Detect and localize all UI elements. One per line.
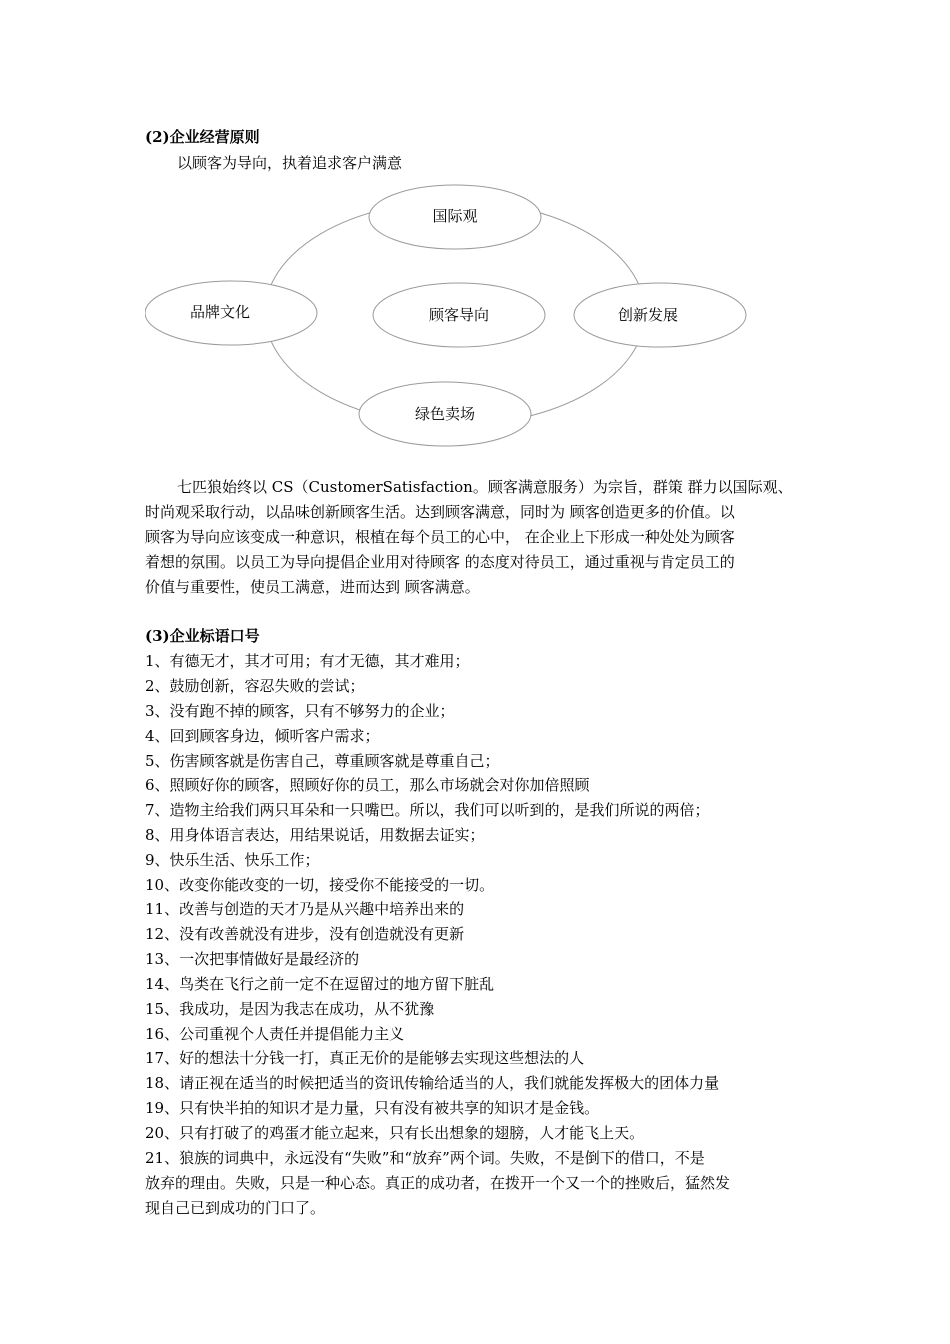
node-left-label: 品牌文化: [189, 303, 250, 321]
slogan-item: 2、鼓励创新，容忍失败的尝试；: [145, 677, 365, 695]
slogan-item: 11、改善与创造的天才乃是从兴趣中培养出来的: [145, 900, 465, 918]
slogan-item: 8、用身体语言表达，用结果说话，用数据去证实；: [145, 826, 485, 844]
slogan-item: 6、照顾好你的顾客，照顾好你的员工，那么市场就会对你加倍照顾: [145, 776, 590, 794]
slogan-item: 15、我成功，是因为我志在成功，从不犹豫: [145, 1000, 435, 1018]
slogan-item: 21、狼族的词典中，永远没有“失败”和“放弃”两个词。失败，不是倒下的借口，不是: [145, 1149, 705, 1167]
slogan-item: 12、没有改善就没有进步，没有创造就没有更新: [145, 925, 465, 943]
slogan-item: 20、只有打破了的鸡蛋才能立起来，只有长出想象的翅膀，人才能飞上天。: [145, 1124, 645, 1142]
node-top-label: 国际观: [432, 207, 478, 225]
paragraph-line: 价值与重要性，使员工满意，进而达到 顾客满意。: [145, 578, 480, 596]
slogan-item: 放弃的理由。失败，只是一种心态。真正的成功者，在拨开一个又一个的挫败后，猛然发: [145, 1174, 731, 1192]
slogan-item: 3、没有跑不掉的顾客，只有不够努力的企业；: [145, 702, 455, 720]
slogan-item: 17、好的想法十分钱一打，真正无价的是能够去实现这些想法的人: [145, 1049, 585, 1067]
slogan-item: 4、回到顾客身边，倾听客户需求；: [145, 727, 380, 745]
node-bottom-label: 绿色卖场: [414, 405, 475, 423]
slogan-item: 18、请正视在适当的时候把适当的资讯传输给适当的人，我们就能发挥极大的团体力量: [145, 1074, 720, 1092]
slogan-item: 13、一次把事情做好是最经济的: [145, 950, 360, 968]
section3-heading: (3)企业标语口号: [145, 627, 260, 645]
node-right-label: 创新发展: [617, 306, 678, 324]
paragraph-line: 着想的氛围。以员工为导向提倡企业用对待顾客 的态度对待员工，通过重视与肯定员工的: [145, 553, 735, 571]
paragraph-line: 七匹狼始终以 CS（CustomerSatisfaction。顾客满意服务）为宗旨，群策 群力以国际观、: [177, 478, 793, 496]
slogan-item: 7、造物主给我们两只耳朵和一只嘴巴。所以，我们可以听到的，是我们所说的两倍；: [145, 801, 710, 819]
slogan-item: 14、鸟类在飞行之前一定不在逗留过的地方留下脏乱: [145, 975, 495, 993]
slogan-item: 现自己已到成功的门口了。: [145, 1199, 326, 1217]
slogan-item: 9、快乐生活、快乐工作；: [145, 851, 320, 869]
slogan-item: 19、只有快半拍的知识才是力量，只有没有被共享的知识才是金钱。: [145, 1099, 600, 1117]
principles-diagram: [145, 180, 825, 455]
slogan-item: 1、有德无才，其才可用；有才无德，其才难用；: [145, 652, 470, 670]
slogan-item: 16、公司重视个人责任并提倡能力主义: [145, 1025, 405, 1043]
paragraph-line: 顾客为导向应该变成一种意识，根植在每个员工的心中， 在企业上下形成一种处处为顾客: [145, 528, 735, 546]
section2-heading: (2)企业经营原则: [145, 128, 260, 146]
paragraph-line: 时尚观采取行动，以品味创新顾客生活。达到顾客满意，同时为 顾客创造更多的价值。以: [145, 503, 735, 521]
slogan-item: 5、伤害顾客就是伤害自己，尊重顾客就是尊重自己；: [145, 752, 500, 770]
node-center-label: 顾客导向: [428, 306, 489, 324]
section2-subtitle: 以顾客为导向，执着追求客户满意: [177, 154, 403, 172]
slogan-item: 10、改变你能改变的一切，接受你不能接受的一切。: [145, 876, 495, 894]
